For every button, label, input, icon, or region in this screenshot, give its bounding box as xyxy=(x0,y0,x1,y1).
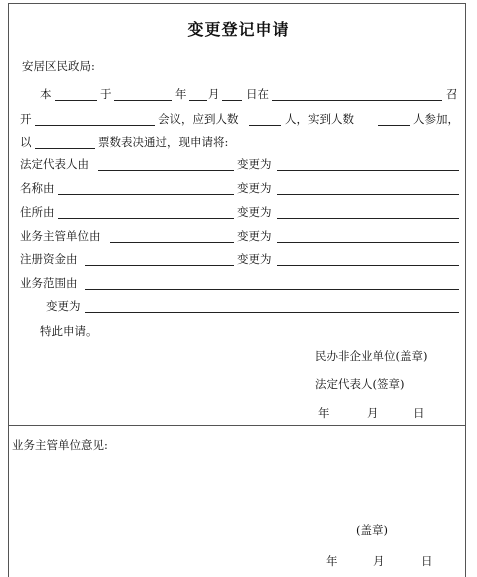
opinion-seal-label: (盖章) xyxy=(356,523,388,537)
blank-actual-count[interactable] xyxy=(378,125,410,126)
blank-capital-to[interactable] xyxy=(277,265,459,266)
change-to-label: 变更为 xyxy=(237,181,272,195)
blank-legal-rep-from[interactable] xyxy=(98,170,234,171)
blank-expected-count[interactable] xyxy=(249,125,281,126)
closing-text: 特此申请。 xyxy=(40,324,98,338)
blank-meeting-name[interactable] xyxy=(35,125,155,126)
body-text-nian: 年 xyxy=(175,87,187,101)
change-from-scope: 业务范围由 xyxy=(20,276,78,290)
change-to-label: 变更为 xyxy=(237,157,272,171)
body-text-ren-canjia: 人参加， xyxy=(413,112,459,126)
body-text-ri-zai: 日在 xyxy=(246,87,269,101)
signature-month: 月 xyxy=(367,406,379,420)
blank-month[interactable] xyxy=(189,100,207,101)
blank-scope-to[interactable] xyxy=(85,312,459,313)
change-from-supervisor: 业务主管单位由 xyxy=(20,229,101,243)
opinion-heading: 业务主管单位意见: xyxy=(12,438,108,452)
body-text-yi: 以 xyxy=(20,135,32,149)
section-divider xyxy=(8,425,465,426)
signature-day: 日 xyxy=(413,406,425,420)
opinion-day: 日 xyxy=(421,554,433,568)
change-to-label: 变更为 xyxy=(237,252,272,266)
change-from-capital: 注册资金由 xyxy=(20,252,78,266)
form-frame xyxy=(8,3,466,577)
blank-day[interactable] xyxy=(222,100,242,101)
body-text-kai: 开 xyxy=(20,112,32,126)
opinion-year: 年 xyxy=(326,554,338,568)
change-from-legal-rep: 法定代表人由 xyxy=(20,157,89,171)
blank-legal-rep-to[interactable] xyxy=(277,170,459,171)
body-text-piao: 票数表决通过，现申请将: xyxy=(98,135,229,149)
blank-supervisor-from[interactable] xyxy=(110,242,234,243)
blank-address-from[interactable] xyxy=(58,218,234,219)
addressee: 安居区民政局: xyxy=(22,59,95,73)
blank-org-name[interactable] xyxy=(55,100,97,101)
body-text-yu: 于 xyxy=(100,87,112,101)
blank-year[interactable] xyxy=(114,100,172,101)
body-text-ren-shidao: 人，实到人数 xyxy=(285,112,354,126)
rep-sign-label: 法定代表人(签章) xyxy=(315,377,405,391)
blank-address-to[interactable] xyxy=(277,218,459,219)
body-text-zhao: 召 xyxy=(446,87,458,101)
blank-supervisor-to[interactable] xyxy=(277,242,459,243)
change-to-label: 变更为 xyxy=(237,205,272,219)
page-title: 变更登记申请 xyxy=(187,20,290,39)
blank-name-from[interactable] xyxy=(58,194,234,195)
blank-location[interactable] xyxy=(272,100,442,101)
blank-vote-count[interactable] xyxy=(35,148,95,149)
org-seal-label: 民办非企业单位(盖章) xyxy=(315,349,428,363)
blank-capital-from[interactable] xyxy=(85,265,234,266)
signature-year: 年 xyxy=(318,406,330,420)
change-to-label: 变更为 xyxy=(237,229,272,243)
body-text-huiyi: 会议，应到人数 xyxy=(158,112,239,126)
change-from-name: 名称由 xyxy=(20,181,55,195)
opinion-month: 月 xyxy=(373,554,385,568)
blank-scope-from[interactable] xyxy=(85,289,459,290)
blank-name-to[interactable] xyxy=(277,194,459,195)
scope-to-label: 变更为 xyxy=(46,299,81,313)
body-text-ben: 本 xyxy=(40,87,52,101)
change-from-address: 住所由 xyxy=(20,205,55,219)
body-text-yue: 月 xyxy=(208,87,220,101)
